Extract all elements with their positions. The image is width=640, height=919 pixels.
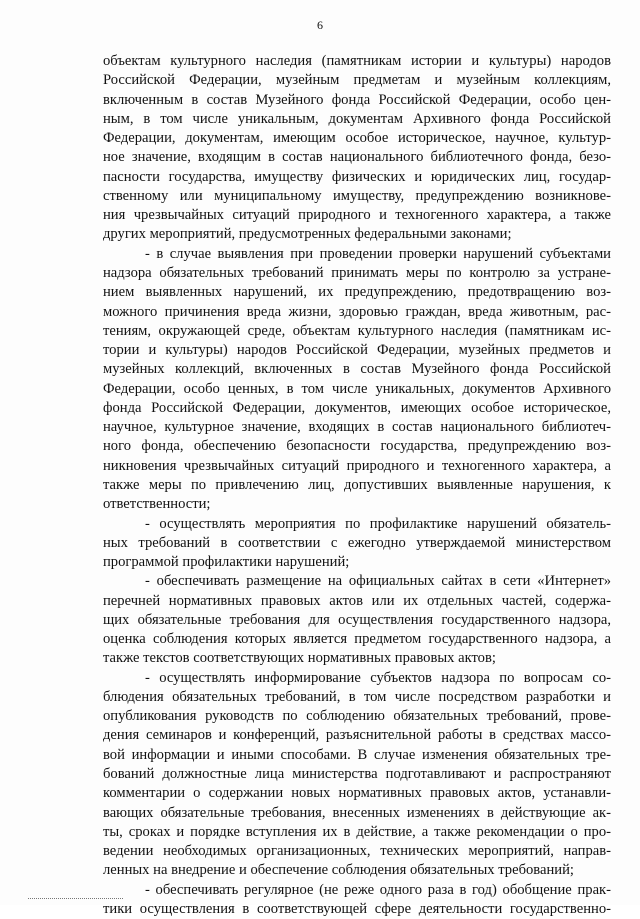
text-line: ты, сроках и порядке вступления их в действие, а также рекомендации о про-: [103, 823, 611, 840]
text-line: можного причинения вреда жизни, здоровью граждан, вреда животным, рас-: [103, 303, 611, 320]
text-line: программой профилактики нарушений;: [103, 554, 350, 570]
text-line: - обеспечивать регулярное (не реже одного раза в год) обобщение прак-: [145, 881, 611, 898]
text-line: ное значение, входящим в состав национального библиотечного фонда, безо-: [103, 149, 611, 166]
text-line: Федерации, документам, имеющим особое историческое, научное, культур-: [103, 130, 611, 147]
text-line: бований должностные лица министерства подготавливают и распространяют: [103, 766, 611, 782]
text-line: вающих обязательные требования, внесенных изменениях в действующие ак-: [103, 804, 611, 821]
text-line: нием выявленных нарушений, их предупреждению, предотвращению воз-: [103, 284, 611, 301]
text-line: - в случае выявления при проведении проверки нарушений субъектами: [145, 245, 611, 262]
page-number: 6: [317, 18, 323, 32]
text-line: дения семинаров и конференций, разъяснительной работы в средствах массо-: [103, 727, 611, 744]
text-line: Российской Федерации, музейным предметам и музейным коллекциям,: [103, 72, 611, 89]
text-line: щих обязательные требования для осуществления государственного надзора,: [103, 611, 611, 628]
text-line: также текстов соответствующих нормативных правовых актов;: [103, 650, 496, 667]
text-line: ленных на внедрение и обеспечение соблюдения обязательных требований;: [103, 862, 574, 879]
text-line: надзора обязательных требований принимать меры по контролю за устране-: [103, 265, 611, 281]
text-line: Федерации, особо ценных, в том числе уникальных, документов Архивного: [103, 380, 611, 397]
text-line: ственному или муниципальному имуществу, предупреждению возникнове-: [103, 187, 611, 204]
text-line: научное, культурное значение, входящих в состав национального библиотеч-: [103, 419, 611, 436]
text-line: оценка соблюдения которых является предметом государственного надзора, а: [103, 631, 611, 648]
text-line: ным, в том числе уникальным, документам Архивного фонда Российской: [103, 110, 611, 127]
text-line: ных требований в соответствии с ежегодно утверждаемой министерством: [103, 534, 611, 551]
text-line: фонда Российской Федерации, документов, имеющих особое историческое,: [103, 399, 611, 416]
text-line: блюдения обязательных требований, в том числе посредством разработки и: [103, 688, 611, 705]
text-line: вой информации и иными способами. В случае изменения обязательных тре-: [103, 746, 611, 763]
text-line: ния чрезвычайных ситуаций природного и техногенного характера, а также: [103, 207, 611, 224]
text-line: - обеспечивать размещение на официальных сайтах в сети «Интернет»: [145, 573, 611, 590]
text-line: тории и культуры) народов Российской Федерации, музейных предметов и: [103, 342, 611, 359]
text-line: ного фонда, обеспечению безопасности государства, предупреждению воз-: [103, 438, 611, 455]
text-line: - осуществлять информирование субъектов надзора по вопросам со-: [145, 669, 611, 686]
text-line: тики осуществления в соответствующей сфере деятельности государственно-: [103, 900, 611, 917]
text-line: также меры по привлечению лиц, допустивших выявленные нарушения, к: [103, 476, 611, 493]
text-line: музейных коллекций, включенных в состав Музейного фонда Российской: [103, 361, 611, 378]
text-line: объектам культурного наследия (памятникам истории и культуры) народов: [103, 53, 611, 69]
text-line: ведении необходимых организационных, технических мероприятий, направ-: [103, 843, 611, 860]
text-line: комментарии о содержании новых нормативных правовых актов, устанавли-: [103, 785, 611, 802]
text-line: пасности государства, имуществу физических и юридических лиц, государ-: [103, 168, 611, 185]
text-line: перечней нормативных правовых актов или их отдельных частей, содержа-: [103, 592, 611, 609]
text-line: тениям, окружающей среде, объектам культурного наследия (памятникам ис-: [103, 322, 611, 339]
text-line: - осуществлять мероприятия по профилактике нарушений обязатель-: [145, 515, 611, 532]
text-line: других мероприятий, предусмотренных федеральными законами;: [103, 226, 512, 243]
text-line: включенным в состав Музейного фонда Российской Федерации, особо цен-: [103, 91, 611, 108]
text-line: ответственности;: [103, 496, 211, 513]
text-line: никновения чрезвычайных ситуаций природного и техногенного характера, а: [103, 457, 611, 474]
footer-divider: [28, 898, 123, 899]
text-line: опубликования руководств по соблюдению обязательных требований, прове-: [103, 708, 611, 725]
